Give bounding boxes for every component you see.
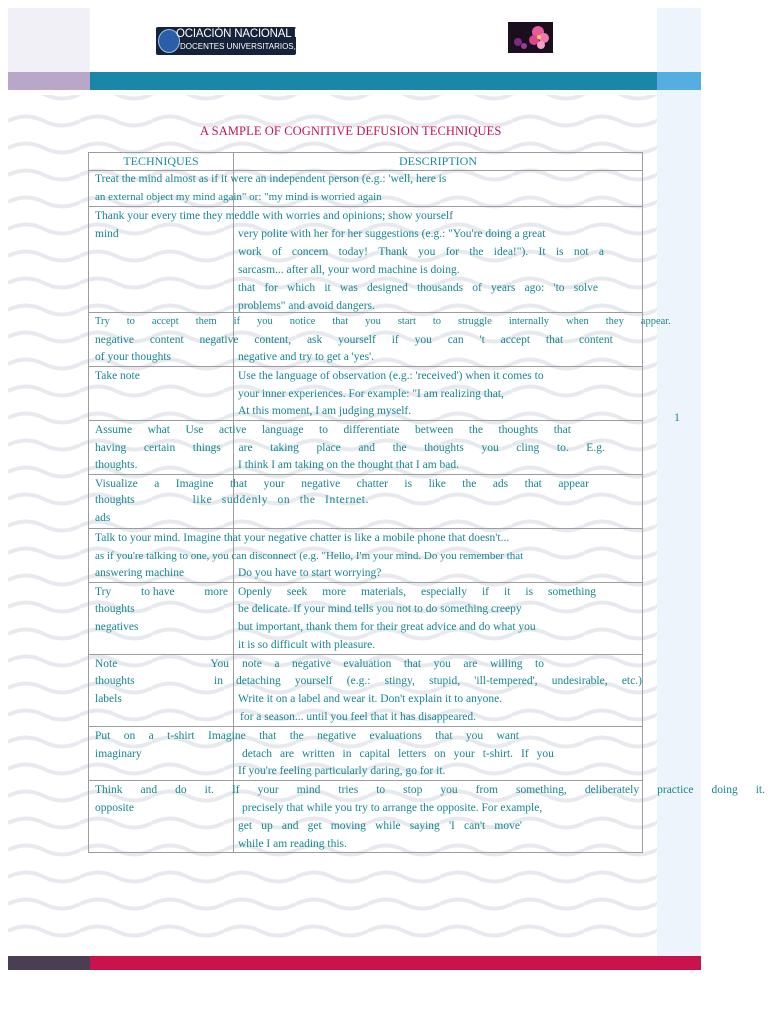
table-row — [89, 171, 643, 207]
technique-text: Take note — [95, 370, 140, 382]
description-text: Use the language of observation (e.g.: 'received') when it comes to — [238, 370, 544, 382]
description-text: your inner experiences. For example: "I am realizing that, — [238, 388, 504, 400]
technique-text: of your thoughts — [95, 351, 172, 363]
description-text: Do you have to start worrying? — [238, 567, 382, 579]
techniques-table — [88, 152, 765, 853]
flower-logo — [508, 22, 553, 53]
description-text: negative and try to get a 'yes'. — [238, 351, 375, 363]
technique-text: Think and do it. If your mind tries to stop you from something, deliberately practice doing it. — [95, 784, 765, 796]
description-text: detach are written in capital letters on your t-shirt. If you — [242, 748, 554, 760]
technique-text: mind — [95, 228, 119, 240]
description-text: Write it on a label and wear it. Don't explain it to anyone. — [238, 693, 503, 705]
description-text: get up and get moving while saying 'I can't move' — [238, 820, 522, 832]
technique-text: having certain things are taking place and the thoughts you cling to. E.g. — [95, 442, 605, 454]
description-text: while I am reading this. — [238, 838, 347, 850]
header-bar-blue — [657, 72, 701, 90]
table-row — [89, 583, 643, 655]
column-header-description: DESCRIPTION — [234, 153, 643, 171]
column-header-techniques: TECHNIQUES — [89, 153, 234, 171]
row-text: an external object my mind again" or: "my mind is worried again — [95, 191, 382, 203]
technique-text: negatives — [95, 621, 139, 633]
technique-text: Put on a t-shirt Imagine that the negative evaluations that you want — [95, 730, 519, 742]
logo-line-2: DOCENTES UNIVERSITARIOS, A.C. — [180, 42, 314, 51]
technique-text: Talk to your mind. Imagine that your negative chatter is like a mobile phone that doesn't... — [95, 532, 510, 544]
technique-text: Try to have more — [95, 586, 228, 598]
description-text: be delicate. If your mind tells you not to do something creepy — [238, 603, 522, 615]
table-row — [89, 475, 643, 529]
technique-text: thoughts — [95, 603, 135, 615]
table-row — [89, 313, 643, 367]
technique-text: opposite — [95, 802, 134, 814]
description-text: work of concern today! Thank you for the idea!"). It is not a — [238, 246, 604, 258]
flower-icon — [508, 22, 553, 53]
technique-text: thoughts like suddenly on the Internet. — [95, 494, 370, 506]
row-text: Treat the mind almost as if it were an independent person (e.g.: 'well, here is — [95, 173, 447, 185]
footer-bar-dark — [8, 956, 90, 970]
description-text: I think I am taking on the thought that I am bad. — [238, 459, 460, 471]
technique-text: ads — [95, 512, 111, 524]
header-bar-teal — [90, 72, 657, 90]
technique-text: answering machine — [95, 567, 185, 579]
description-text: note a negative evaluation that you are willing to — [242, 658, 544, 670]
technique-text: Thank your every time they meddle with worries and opinions; show yourself — [95, 210, 454, 222]
technique-text: Note You — [95, 658, 229, 670]
header-bar-purple — [8, 72, 90, 90]
table-row — [89, 781, 643, 853]
table-row — [89, 421, 643, 475]
description-text: sarcasm... after all, your word machine is doing. — [238, 264, 460, 276]
header-left-panel — [8, 8, 90, 72]
description-text: very polite with her for her suggestions (e.g.: "You're doing a great — [238, 228, 546, 240]
association-logo — [156, 27, 314, 55]
description-text: for a season... until you feel that it has disappeared. — [240, 711, 476, 723]
description-text: precisely that while you try to arrange the opposite. For example, — [242, 802, 543, 814]
technique-text: negative content negative content, ask yourself if you can 't accept that content — [95, 334, 613, 346]
table-row — [89, 207, 643, 313]
technique-text: labels — [95, 693, 122, 705]
page-number: 1 — [674, 410, 680, 424]
description-text: but important, thank them for their great advice and do what you — [238, 621, 536, 633]
technique-text: Visualize a Imagine that your negative chatter is like the ads that appear — [95, 478, 589, 490]
table-header-row — [89, 153, 643, 171]
description-text: it is so difficult with pleasure. — [238, 639, 376, 651]
description-text: that for which it was designed thousands of years ago: 'to solve — [238, 282, 598, 294]
technique-text: thoughts in — [95, 675, 223, 687]
technique-text: imaginary — [95, 748, 142, 760]
description-text: Openly seek more materials, especially if it is something — [238, 586, 596, 598]
logo-line-1: OCIACIÓN NACIONAL DE — [176, 28, 310, 40]
table-row — [89, 727, 643, 781]
footer-bar-red — [90, 956, 701, 970]
right-margin-strip — [657, 8, 701, 956]
technique-text: as if you're talking to one, you can disconnect (e.g. "Hello, I'm your mind. Do you remember that — [95, 550, 524, 562]
page-title: A SAMPLE OF COGNITIVE DEFUSION TECHNIQUES — [200, 124, 502, 138]
description-text: problems" and avoid dangers. — [238, 300, 375, 312]
table-row — [89, 655, 643, 727]
technique-text: thoughts. — [95, 459, 138, 471]
technique-text: Try to accept them if you notice that you start to struggle internally when they appear. — [95, 316, 671, 327]
description-text: At this moment, I am judging myself. — [238, 405, 412, 417]
technique-text: Assume what Use active language to differentiate between the thoughts that — [95, 424, 571, 436]
table-row — [89, 367, 643, 421]
description-text: detaching yourself (e.g.: stingy, stupid, 'ill-tempered', undesirable, etc.) — [236, 675, 642, 687]
table-row — [89, 529, 643, 583]
description-text: If you're feeling particularly daring, go for it. — [238, 765, 446, 777]
